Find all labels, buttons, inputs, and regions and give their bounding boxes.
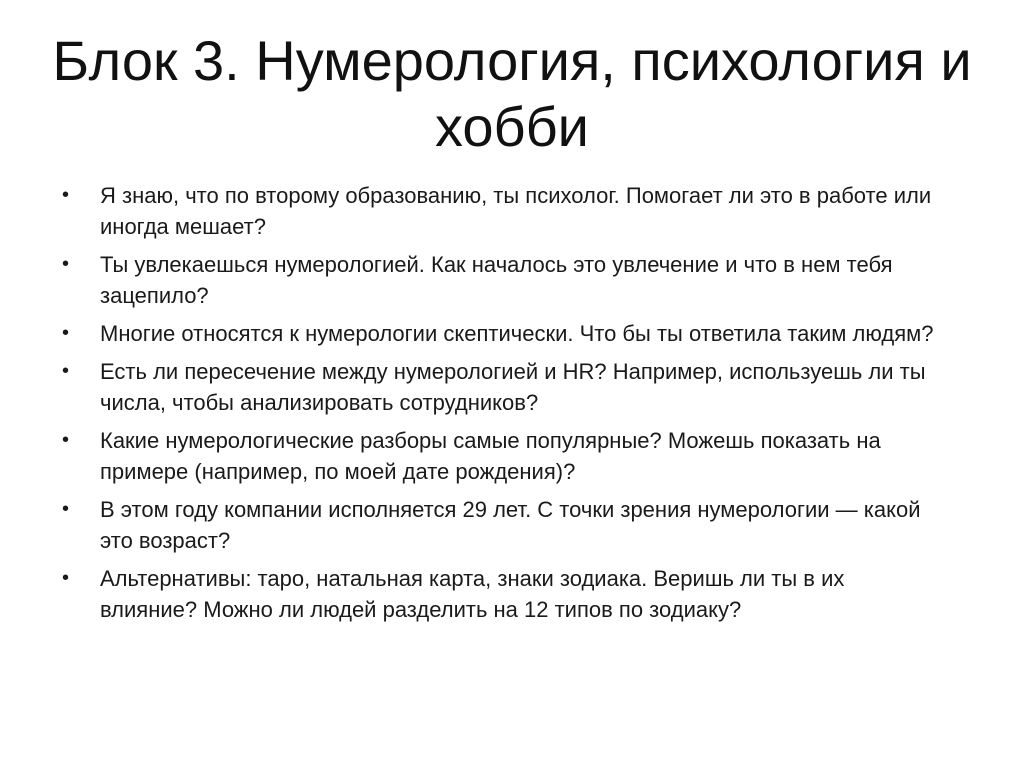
- list-item: [60, 563, 940, 625]
- list-item-text: Есть ли пересечение между нумерологией и HR? Например, используешь ли ты числа, чтобы анализировать сотрудников?: [100, 359, 926, 415]
- list-item: [60, 356, 940, 418]
- bullet-dot-icon: •: [62, 429, 70, 451]
- list-item-text: Я знаю, что по второму образованию, ты психолог. Помогает ли это в работе или иногда мешает?: [100, 183, 932, 239]
- bullet-dot-icon: •: [62, 184, 70, 206]
- list-item-text: В этом году компании исполняется 29 лет. С точки зрения нумерологии — какой это возраст?: [100, 497, 921, 553]
- list-item-text: Многие относятся к нумерологии скептически. Что бы ты ответила таким людям?: [100, 321, 934, 346]
- slide-title: Блок 3. Нумерология, психология и хобби: [52, 29, 972, 158]
- list-item-text: Какие нумерологические разборы самые популярные? Можешь показать на примере (например, по моей дате рождения)?: [100, 428, 881, 484]
- bullet-dot-icon: •: [62, 253, 70, 275]
- list-item: [60, 425, 940, 487]
- list-item: [60, 180, 940, 242]
- list-item: [60, 249, 940, 311]
- list-item: [60, 318, 940, 349]
- bullet-dot-icon: •: [62, 322, 70, 344]
- bullet-dot-icon: •: [62, 567, 70, 589]
- list-item-text: Ты увлекаешься нумерологией. Как началось это увлечение и что в нем тебя зацепило?: [100, 252, 893, 308]
- list-item-text: Альтернативы: таро, натальная карта, знаки зодиака. Веришь ли ты в их влияние? Можно ли людей разделить на 12 типов по зодиаку?: [100, 566, 845, 622]
- list-item: [60, 494, 940, 556]
- bullet-dot-icon: •: [62, 360, 70, 382]
- bullet-dot-icon: •: [62, 498, 70, 520]
- bullet-list: [60, 180, 940, 632]
